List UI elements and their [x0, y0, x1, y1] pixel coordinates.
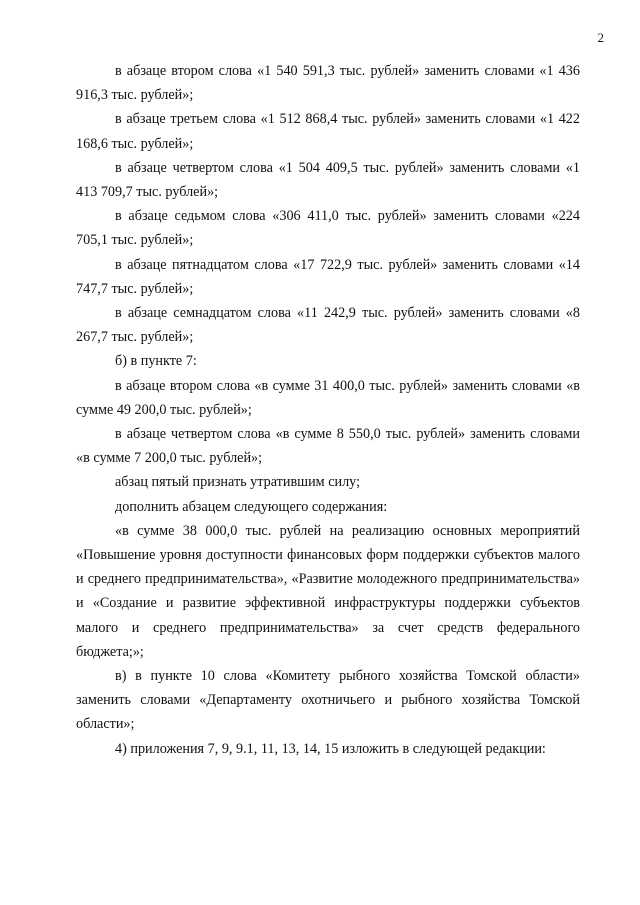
paragraph: в) в пункте 10 слова «Комитету рыбного хозяйства Томской области» заменить словами «Департаменту охотничьего и рыбного хозяйства Томской области»;: [76, 668, 580, 733]
paragraph: б) в пункте 7:: [115, 353, 197, 370]
document-body: [76, 59, 580, 761]
paragraph: в абзаце пятнадцатом слова «17 722,9 тыс. рублей» заменить словами «14 747,7 тыс. рублей»;: [76, 256, 580, 297]
paragraph: в абзаце семнадцатом слова «11 242,9 тыс. рублей» заменить словами «8 267,7 тыс. рублей»;: [76, 305, 580, 346]
paragraph: абзац пятый признать утратившим силу;: [115, 474, 361, 491]
paragraph: дополнить абзацем следующего содержания:: [115, 498, 388, 515]
paragraph: в абзаце седьмом слова «306 411,0 тыс. рублей» заменить словами «224 705,1 тыс. рублей»;: [76, 208, 580, 249]
paragraph: в абзаце втором слова «в сумме 31 400,0 тыс. рублей» заменить словами «в сумме 49 200,0 тыс. рублей»;: [76, 377, 580, 418]
page-number: 2: [597, 30, 604, 45]
paragraph: в абзаце втором слова «1 540 591,3 тыс. рублей» заменить словами «1 436 916,3 тыс. рублей»;: [76, 63, 580, 104]
paragraph: 4) приложения 7, 9, 9.1, 11, 13, 14, 15 изложить в следующей редакции:: [115, 740, 546, 757]
paragraph: в абзаце четвертом слова «в сумме 8 550,0 тыс. рублей» заменить словами «в сумме 7 200,0 тыс. рублей»;: [76, 426, 580, 467]
paragraph: «в сумме 38 000,0 тыс. рублей на реализацию основных мероприятий «Повышение уровня доступности финансовых форм поддержки субъектов малого и среднего предпринимательства», «Развитие молодежного предпринимательства» и «Создание и развитие эффективной инфраструктуры поддержки субъектов малого и среднего предпринимательства» за счет средств федерального бюджета;»;: [76, 522, 580, 660]
paragraph: в абзаце третьем слова «1 512 868,4 тыс. рублей» заменить словами «1 422 168,6 тыс. рублей»;: [76, 111, 580, 152]
paragraph: в абзаце четвертом слова «1 504 409,5 тыс. рублей» заменить словами «1 413 709,7 тыс. рублей»;: [76, 159, 580, 201]
